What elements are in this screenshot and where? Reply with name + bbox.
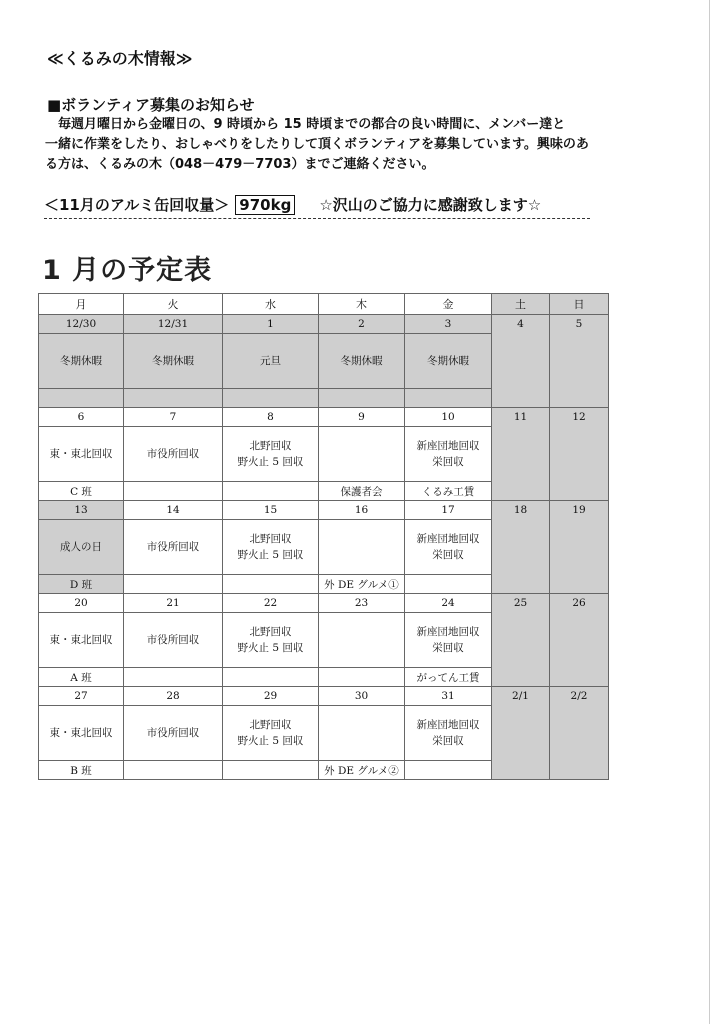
activity-text: 北野回収 xyxy=(249,626,292,638)
activity-text: 北野回収 xyxy=(249,440,292,452)
activity-text: 栄回収 xyxy=(432,642,464,654)
activity-cell xyxy=(319,427,405,482)
date-row xyxy=(39,687,609,706)
activity-cell xyxy=(39,613,124,668)
volunteer-notice-title: ■ボランティア募集のお知らせ xyxy=(47,96,255,114)
group-cell: 外 DE グルメ① xyxy=(319,575,405,594)
aluminum-collection-line xyxy=(44,194,590,219)
weekend-date-cell: 2/2 xyxy=(550,687,609,780)
group-cell: 外 DE グルメ② xyxy=(319,761,405,780)
date-row xyxy=(39,501,609,520)
group-cell xyxy=(223,668,319,687)
date-cell: 21 xyxy=(124,594,223,613)
group-cell: A 班 xyxy=(39,668,124,687)
date-row xyxy=(39,594,609,613)
activity-cell xyxy=(223,520,319,575)
weekday-header: 土 xyxy=(492,294,550,315)
group-cell xyxy=(223,482,319,501)
activity-text: 新座団地回収 xyxy=(416,626,480,638)
date-cell: 10 xyxy=(405,408,492,427)
activity-cell xyxy=(319,613,405,668)
date-cell: 14 xyxy=(124,501,223,520)
activity-cell xyxy=(319,706,405,761)
aluminum-label: ＜11月のアルミ缶回収量＞ xyxy=(44,196,230,214)
activity-text: 野火止 5 回収 xyxy=(237,549,304,561)
weekday-header: 火 xyxy=(124,294,223,315)
activity-cell xyxy=(124,427,223,482)
scan-edge-line xyxy=(709,0,710,1024)
weekend-date-cell: 25 xyxy=(492,594,550,687)
group-cell xyxy=(223,575,319,594)
activity-cell xyxy=(405,706,492,761)
activity-text: 野火止 5 回収 xyxy=(237,642,304,654)
weekend-date-cell: 19 xyxy=(550,501,609,594)
group-cell xyxy=(124,482,223,501)
group-cell xyxy=(319,389,405,408)
activity-cell xyxy=(405,520,492,575)
activity-text: 冬期休暇 xyxy=(340,355,383,367)
activity-text: 野火止 5 回収 xyxy=(237,456,304,468)
notice-line: 一緒に作業をしたり、おしゃべりをしたりして頂くボランティアを募集しています。興味のあ xyxy=(45,137,589,152)
weekend-date-cell: 5 xyxy=(550,315,609,408)
date-cell: 22 xyxy=(223,594,319,613)
activity-cell xyxy=(405,613,492,668)
date-row xyxy=(39,408,609,427)
activity-text: 冬期休暇 xyxy=(60,355,102,367)
group-cell xyxy=(223,761,319,780)
activity-cell xyxy=(319,334,405,389)
date-cell: 29 xyxy=(223,687,319,706)
activity-cell xyxy=(405,334,492,389)
date-cell: 6 xyxy=(39,408,124,427)
date-cell: 23 xyxy=(319,594,405,613)
group-cell: B 班 xyxy=(39,761,124,780)
date-cell: 15 xyxy=(223,501,319,520)
schedule-calendar xyxy=(38,293,609,780)
date-cell: 9 xyxy=(319,408,405,427)
group-cell xyxy=(223,389,319,408)
activity-text: 野火止 5 回収 xyxy=(237,735,304,747)
aluminum-amount: 970kg xyxy=(235,195,295,215)
activity-cell xyxy=(223,334,319,389)
date-cell: 16 xyxy=(319,501,405,520)
weekday-header-row xyxy=(39,294,609,315)
date-cell: 2 xyxy=(319,315,405,334)
weekday-header: 月 xyxy=(39,294,124,315)
group-cell xyxy=(124,575,223,594)
activity-cell xyxy=(223,706,319,761)
notice-line: 毎週月曜日から金曜日の、9 時頃から 15 時頃までの都合の良い時間に、メンバー達と xyxy=(45,117,566,132)
weekend-date-cell: 26 xyxy=(550,594,609,687)
group-cell xyxy=(405,761,492,780)
volunteer-notice-body xyxy=(45,115,590,175)
activity-text: 東・東北回収 xyxy=(49,448,113,460)
activity-cell xyxy=(124,706,223,761)
activity-text: 東・東北回収 xyxy=(49,727,113,739)
group-cell xyxy=(39,389,124,408)
activity-cell xyxy=(405,427,492,482)
group-cell xyxy=(124,668,223,687)
date-cell: 28 xyxy=(124,687,223,706)
activity-text: 栄回収 xyxy=(432,735,464,747)
group-cell: がってん工賃 xyxy=(405,668,492,687)
date-cell: 12/30 xyxy=(39,315,124,334)
activity-text: 市役所回収 xyxy=(146,541,200,553)
activity-cell xyxy=(223,427,319,482)
date-cell: 27 xyxy=(39,687,124,706)
date-cell: 30 xyxy=(319,687,405,706)
activity-cell xyxy=(124,334,223,389)
date-cell: 17 xyxy=(405,501,492,520)
group-cell xyxy=(405,575,492,594)
weekday-header: 木 xyxy=(319,294,405,315)
weekday-header: 日 xyxy=(550,294,609,315)
group-cell xyxy=(124,389,223,408)
date-cell: 8 xyxy=(223,408,319,427)
weekend-date-cell: 11 xyxy=(492,408,550,501)
date-cell: 31 xyxy=(405,687,492,706)
activity-text: 新座団地回収 xyxy=(416,440,480,452)
date-cell: 7 xyxy=(124,408,223,427)
activity-text: 新座団地回収 xyxy=(416,533,480,545)
activity-cell xyxy=(319,520,405,575)
date-cell: 20 xyxy=(39,594,124,613)
activity-cell xyxy=(39,520,124,575)
activity-cell xyxy=(124,520,223,575)
date-cell: 24 xyxy=(405,594,492,613)
date-cell: 3 xyxy=(405,315,492,334)
date-cell: 13 xyxy=(39,501,124,520)
activity-cell xyxy=(124,613,223,668)
weekend-date-cell: 18 xyxy=(492,501,550,594)
activity-text: 北野回収 xyxy=(249,719,292,731)
newsletter-heading: ≪くるみの木情報≫ xyxy=(47,49,193,68)
activity-cell xyxy=(223,613,319,668)
weekend-date-cell: 12 xyxy=(550,408,609,501)
activity-cell xyxy=(39,334,124,389)
notice-line: る方は、くるみの木（048－479－7703）までご連絡ください。 xyxy=(45,157,435,172)
date-cell: 12/31 xyxy=(124,315,223,334)
schedule-title: 1 月の予定表 xyxy=(42,255,213,286)
activity-text: 市役所回収 xyxy=(146,634,200,646)
activity-text: 冬期休暇 xyxy=(152,355,194,367)
activity-text: 栄回収 xyxy=(432,549,464,561)
aluminum-thanks: ☆沢山のご協力に感謝致します☆ xyxy=(319,196,542,214)
group-cell: 保護者会 xyxy=(319,482,405,501)
activity-text: 東・東北回収 xyxy=(49,634,113,646)
weekday-header: 水 xyxy=(223,294,319,315)
activity-text: 北野回収 xyxy=(249,533,292,545)
activity-cell xyxy=(39,706,124,761)
weekend-date-cell: 4 xyxy=(492,315,550,408)
group-cell xyxy=(405,389,492,408)
group-cell: C 班 xyxy=(39,482,124,501)
date-row xyxy=(39,315,609,334)
group-cell xyxy=(124,761,223,780)
activity-text: 成人の日 xyxy=(60,541,102,553)
weekend-date-cell: 2/1 xyxy=(492,687,550,780)
activity-text: 冬期休暇 xyxy=(427,355,469,367)
weekday-header: 金 xyxy=(405,294,492,315)
activity-text: 市役所回収 xyxy=(146,727,200,739)
activity-cell xyxy=(39,427,124,482)
activity-text: 市役所回収 xyxy=(146,448,200,460)
date-cell: 1 xyxy=(223,315,319,334)
activity-text: 栄回収 xyxy=(432,456,464,468)
group-cell: D 班 xyxy=(39,575,124,594)
group-cell xyxy=(319,668,405,687)
activity-text: 新座団地回収 xyxy=(416,719,480,731)
group-cell: くるみ工賃 xyxy=(405,482,492,501)
activity-text: 元旦 xyxy=(260,355,281,367)
